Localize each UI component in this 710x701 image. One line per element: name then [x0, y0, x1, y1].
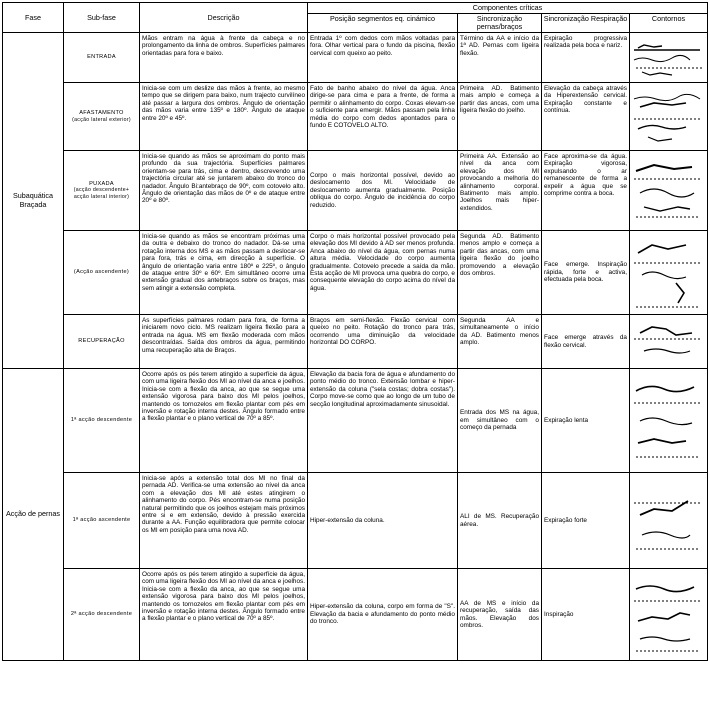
butterfly-technique-table [2, 2, 708, 661]
header-row-1 [3, 3, 708, 14]
posicao-cell: Corpo o mais horizontal possível, devido ao deslocamento dos MI. Velocidade de deslocamento aumenta gradualmente. Posição oblíqua do corpo. Ângulo de incidência do corpo reduzido. [308, 151, 458, 231]
subfase-cell: 1ª acção ascendente [64, 473, 140, 569]
subfase-cell: AFASTAMENTO (acção lateral exterior) [64, 83, 140, 151]
sinc-resp-cell: Face emerge através da flexão cervical. [542, 315, 630, 369]
sinc-pernas-cell: AA de MS e início da recuperação, saída das mãos. Elevação dos ombros. [458, 569, 542, 661]
header-fase: Fase [3, 3, 64, 33]
posicao-cell: Elevação da bacia fora de água e afundamento do ponto médio do tronco. Extensão lombar e hiper-extensão da coluna ("sela costas; dobra costas"). Corpo move-se como que ao longo de um tubo de secção longitudinal aproximadamente sinusoidal. [308, 369, 458, 473]
sinc-resp-cell: Face aproxima-se da água. Expiração vigorosa, expulsando o ar remanescente de forma a expelir a água que se comprime contra a boca. [542, 151, 630, 231]
table-row [3, 33, 708, 83]
table-row [3, 83, 708, 151]
subfase-cell: PUXADA (acção descendente+ acção lateral interior) [64, 151, 140, 231]
subfase-cell: ENTRADA [64, 33, 140, 83]
sinc-pernas-cell: Término da AA e início da 1ª AD. Pernas com ligeira flexão. [458, 33, 542, 83]
posicao-cell: Entrada 1º com dedos com mãos voltadas para fora. Olhar vertical para o fundo da piscina, flexão cervical com queixo ao peito. [308, 33, 458, 83]
table-row [3, 151, 708, 231]
sinc-pernas-cell: Segunda AA e simultaneamente o início da AD. Batimento menos amplo. [458, 315, 542, 369]
header-sinc-resp: Sincronização Respiração [542, 14, 630, 33]
posicao-cell: Hiper-extensão da coluna, corpo em forma de "S". Elevação da bacia e afundamento do ponto médio do tronco. [308, 569, 458, 661]
table-row [3, 569, 708, 661]
contour-figure [630, 569, 708, 661]
table-row [3, 231, 708, 315]
contour-figure [630, 33, 708, 83]
table-row [3, 369, 708, 473]
descricao-cell: Ocorre após os pés terem atingido a superfície da água, com uma ligeira flexão dos MI ao nível da anca e joelhos. Inicia-se com a flexão da anca, ao que se segue uma extensão vigorosa para baixo dos MI pelos joelhos, mantendo os tornozelos em flexão plantar com pés em inversão e rotação interna destes. Ângulo formado entre a flexão plantar e o plano vertical de 70º a 85º. [140, 569, 308, 661]
fase-pernas: Acção de pernas [3, 369, 64, 661]
contour-figure [630, 473, 708, 569]
header-contornos: Contornos [630, 14, 708, 33]
sinc-pernas-cell: Primeira AD. Batimento mais amplo e começa a partir das ancas, com uma ligeira flexão do joelho. [458, 83, 542, 151]
sinc-pernas-cell: Primeira AA. Extensão ao nível da anca com elevação dos MI provocando a melhoria do alinhamento corporal. Batimento mais amplo. Joelhos mais hiper-extendidos. [458, 151, 542, 231]
table-row [3, 315, 708, 369]
table-row [3, 473, 708, 569]
sinc-pernas-cell: ALI de MS. Recuperação aérea. [458, 473, 542, 569]
contour-figure [630, 83, 708, 151]
descricao-cell: Inicia-se quando as mãos se encontram próximas uma da outra e debaixo do tronco do nadador. Dá-se uma rotação interna dos MS e as mãos passam a deslocar-se para fora, trás e cima, em direcção à superfície. O ângulo de orientação varia entre 180º e 225º, o ângulo de ataque entre 30º e 60º. Em simultâneo ocorre uma extensão gradual dos antebraços sobre os braços, mas sem atingir a extensão completa. [140, 231, 308, 315]
technique-table-page [2, 2, 707, 697]
descricao-cell: Mãos entram na água à frente da cabeça e no prolongamento da linha de ombros. Superfícies palmares orientadas para fora e baixo. [140, 33, 308, 83]
descricao-cell: Inicia-se com um deslize das mãos à frente, ao mesmo tempo que se dirigem para baixo, num trajecto curvilíneo até passar a largura dos ombros. Ângulo de orientação das mãos varia entre 135º e 180º. Ângulo de ataque entre 20º e 45º. [140, 83, 308, 151]
subfase-cell: 1ª acção descendente [64, 369, 140, 473]
posicao-cell: Corpo o mais horizontal possível provocado pela elevação dos MI devido à AD ser menos profunda. Anca abaixo do nível da água, com pernas numa altura média. Velocidade do corpo aumenta gradualmente. Cotovelo precede a saída da mão. Esta acção de MI provoca uma quebra do corpo, e consequente elevação do corpo acima do nível da água. [308, 231, 458, 315]
descricao-cell: As superfícies palmares rodam para fora, de forma a iniciarem novo ciclo. MS realizam ligeira flexão para a entrada na água. MS em flexão moderada com mãos descontraídas. Saída dos ombros da água, permitindo uma recuperação alta de Braços. [140, 315, 308, 369]
sinc-resp-cell: Elevação da cabeça através da Hiperextensão cervical. Expiração constante e contínua. [542, 83, 630, 151]
sinc-pernas-cell: Segunda AD. Batimento menos amplo e começa a partir das ancas, com uma ligeira flexão do joelho promovendo a elevação dos ombros. [458, 231, 542, 315]
posicao-cell: Hiper-extensão da coluna. [308, 473, 458, 569]
posicao-cell: Fato de banho abaixo do nível da água. Anca dirige-se para cima e para a frente, de forma a permitir o alinhamento do corpo. Coxas elevam-se o suficiente para emergir. Mãos passam pela linha média do corpo com dedos apontados para o fundo E COTOVELO ALTO. [308, 83, 458, 151]
header-descricao: Descrição [140, 3, 308, 33]
header-componentes: Componentes críticas [308, 3, 708, 14]
header-sinc-pernas: Sincronização pernas/braços [458, 14, 542, 33]
contour-figure [630, 231, 708, 315]
contour-figure [630, 151, 708, 231]
sinc-resp-cell: Expiração forte [542, 473, 630, 569]
subfase-cell: 2ª acção descendente [64, 569, 140, 661]
sinc-resp-cell: Expiração progressiva realizada pela boca e nariz. [542, 33, 630, 83]
posicao-cell: Braços em semi-flexão. Flexão cervical com queixo no peito. Rotação do tronco para trás, ocorrendo uma diminuição da velocidade horizontal DO CORPO. [308, 315, 458, 369]
sinc-resp-cell: Expiração lenta [542, 369, 630, 473]
subfase-cell: RECUPERAÇÃO [64, 315, 140, 369]
sinc-resp-cell: Inspiração [542, 569, 630, 661]
fase-subaquatica: Subaquática Braçada [3, 33, 64, 369]
sinc-resp-cell: Face emerge. Inspiração rápida, forte e activa, efectuada pela boca. [542, 231, 630, 315]
subfase-cell: (Acção ascendente) [64, 231, 140, 315]
descricao-cell: Ocorre após os pés terem atingido a superfície da água, com uma ligeira flexão dos MI ao nível da anca e joelhos. Inicia-se com a flexão da anca, ao que se segue uma extensão vigorosa para baixo dos MI pelos joelhos, mantendo os tornozelos em flexão plantar com pés em inversão e rotação interna destes. Ângulo formado entre a flexão plantar e o plano vertical de 70º a 85º. [140, 369, 308, 473]
header-subfase: Sub-fase [64, 3, 140, 33]
descricao-cell: Inicia-se quando as mãos se aproximam do ponto mais profundo da sua trajectória. Superfícies palmares orientam-se para trás, cima e dentro, descrevendo uma trajectória circular até se juntarem abaixo do tronco do nadador. Ângulo Bi:antebraço de 90º, com cotovelo alto. Ângulo de orientação das mãos de 0º e de ataque entre 20º e 80º. [140, 151, 308, 231]
sinc-pernas-cell: Entrada dos MS na água, em simultâneo com o começo da pernada [458, 369, 542, 473]
header-posicao: Posição segmentos eq. cinámico [308, 14, 458, 33]
contour-figure [630, 369, 708, 473]
descricao-cell: Inicia-se após a extensão total dos MI no final da pernada AD. Verifica-se uma extensão ao nível da anca com a elevação dos MI até estes atingirem o alinhamento do corpo. Pés encontram-se numa posição natural permitindo que os joelhos estejam mais próximos entre si e em extensão, devido à pressão exercida durante a AA. Função equilibradora que permite colocar os MI em posição para uma nova AD. [140, 473, 308, 569]
contour-figure [630, 315, 708, 369]
